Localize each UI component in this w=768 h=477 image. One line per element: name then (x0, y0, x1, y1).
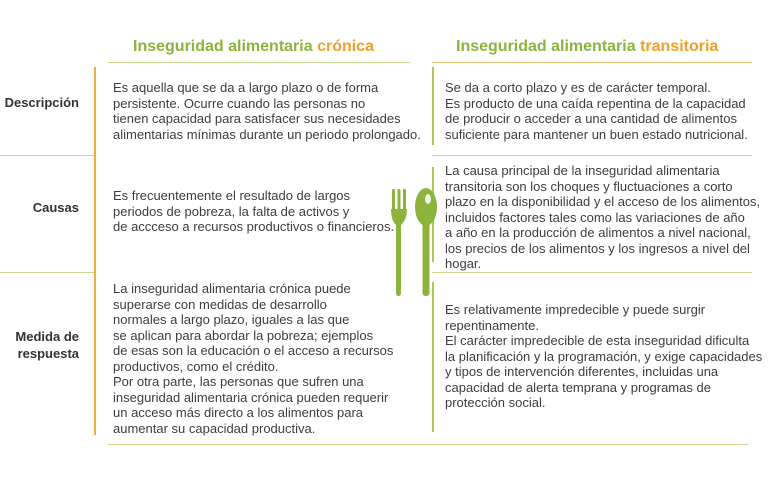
row-label-medida-line1: Medida de (15, 329, 79, 344)
cell-causas-cronica: Es frecuentemente el resultado de largos periodos de pobreza, la falta de activos y de accceso a recursos productivos o financieros. (113, 188, 395, 234)
header-cronica (133, 38, 374, 56)
cell-descripcion-cronica: Es aquella que se da a largo plazo o de forma persistente. Ocurre cuando las personas no tienen capacidad para satisfacer sus necesidades alimentarias mínimas durante un periodo prolongado. (113, 80, 421, 142)
column-divider-left (94, 67, 96, 435)
header-underline-cronica (108, 62, 410, 63)
row-label-causas: Causas (32, 200, 79, 215)
cell-causas-transitoria: La causa principal de la inseguridad alimentaria transitoria son los choques y fluctuaciones a corto plazo en la disponibilidad y el acceso de los alimentos, incluidos factores tales como las variaciones de año a año en la producción de alimentos a nivel nacional, los precios de los alimentos y los ingresos a nivel del hogar. (445, 163, 761, 271)
table-bottom-line (108, 444, 748, 445)
cell-medida-cronica: La inseguridad alimentaria crónica puede superarse con medidas de desarrollo normales a largo plazo, iguales a las que se aplican para abordar la pobreza; ejemplos de esas son la educación o el acceso a recursos productivos, como el crédito. Por otra parte, las personas que sufren una inseguridad alimentaria crónica pueden requerir un acceso más directo a los alimentos para aumentar su capacidad productiva. (113, 281, 394, 436)
row-divider-transitoria-1 (432, 155, 752, 156)
header-transitoria-prefix: Inseguridad alimentaria (456, 38, 641, 55)
row-divider-transitoria-2 (432, 272, 752, 273)
column-divider-right-1 (432, 67, 434, 145)
header-transitoria-highlight: transitoria (640, 38, 719, 55)
row-divider-label-1 (0, 155, 96, 156)
row-label-medida (0, 328, 79, 362)
header-cronica-highlight: crónica (317, 38, 374, 55)
row-label-descripcion: Descripción (4, 95, 79, 110)
column-divider-right-3 (432, 282, 434, 432)
fork-and-spoon-icon (388, 187, 444, 299)
cell-medida-transitoria: Es relativamente impredecible y puede surgir repentinamente. El carácter impredecible de esta inseguridad dificulta la planificación y la programación, y exige capacidades y tipos de intervención diferentes, incluidas una capacidad de alerta temprana y programas de protección social. (445, 302, 763, 410)
header-transitoria (456, 38, 718, 56)
row-divider-label-2 (0, 272, 96, 273)
header-cronica-prefix: Inseguridad alimentaria (133, 38, 318, 55)
cell-descripcion-transitoria: Se da a corto plazo y es de carácter temporal. Es producto de una caída repentina de la capacidad de producir o acceder a una cantidad de alimentos suficiente para mantener un buen estado nutricional. (445, 80, 748, 142)
row-label-medida-line2: respuesta (17, 346, 79, 361)
header-underline-transitoria (432, 62, 752, 63)
